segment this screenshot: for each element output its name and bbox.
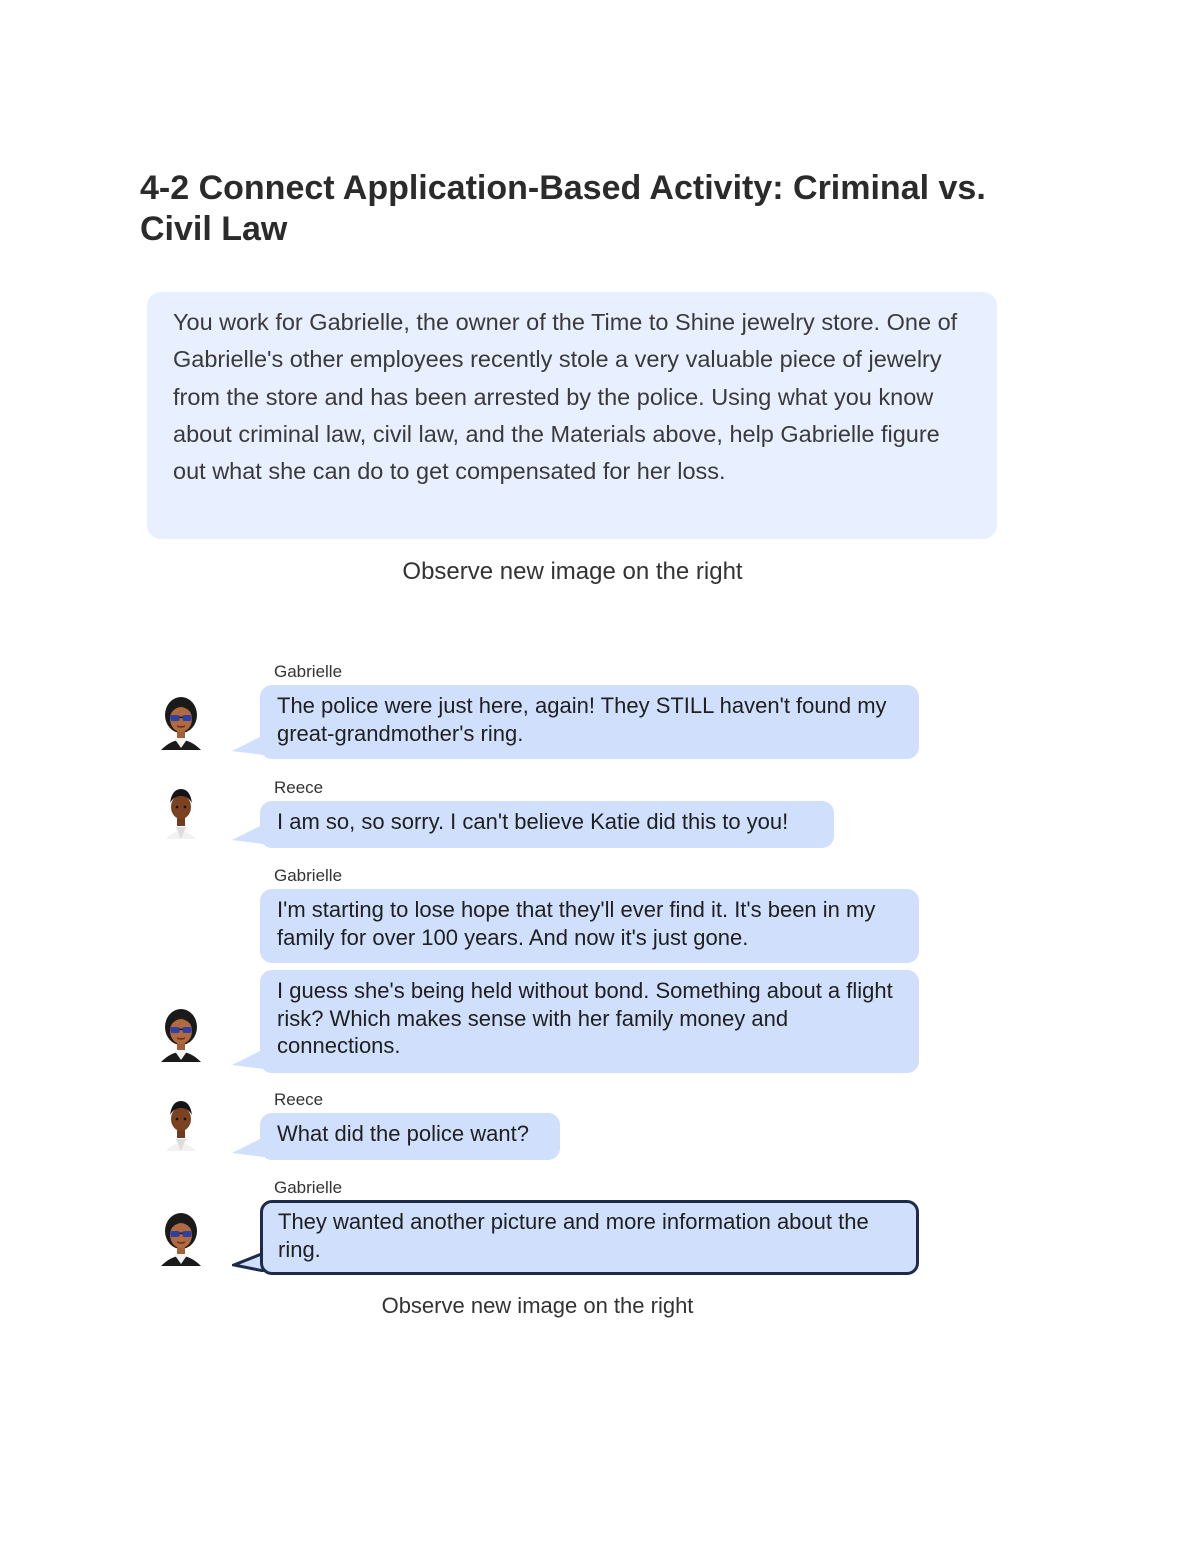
chat-message[interactable]: The police were just here, again! They STILL haven't found my great-grandmother's ring. [260, 685, 919, 759]
chat-message[interactable]: I'm starting to lose hope that they'll ever find it. It's been in my family for over 100 years. And now it's just gone. [260, 889, 919, 963]
observe-image-label: Observe new image on the right [381, 1293, 694, 1318]
chat-message[interactable]: What did the police want? [260, 1113, 560, 1160]
page-title: 4-2 Connect Application-Based Activity: Criminal vs. Civil Law [140, 169, 986, 248]
man-avatar-icon [158, 783, 204, 839]
speaker-name: Reece [274, 778, 324, 797]
intro-box [147, 292, 997, 539]
speaker-name: Gabrielle [274, 1178, 343, 1197]
chat-message[interactable]: I guess she's being held without bond. Something about a flight risk? Which makes sense with her family money and connections. [260, 970, 919, 1073]
speaker-name: Gabrielle [274, 866, 343, 885]
woman-sunglasses-avatar-icon [158, 694, 204, 750]
chat-message-active[interactable]: They wanted another picture and more information about the ring. [260, 1200, 919, 1275]
observe-image-label: Observe new image on the right [402, 558, 743, 585]
speaker-name: Reece [274, 1090, 324, 1109]
woman-sunglasses-avatar-icon [158, 1210, 204, 1266]
woman-sunglasses-avatar-icon [158, 1006, 204, 1062]
speaker-name: Gabrielle [274, 662, 343, 681]
man-avatar-icon [158, 1095, 204, 1151]
intro-text: You work for Gabrielle, the owner of the Time to Shine jewelry store. One of Gabrielle's other employees recently stole a very valuable piece of jewelry from the store and has been arrested by the police. Using what you know about criminal law, civil law, and the Materials above, help Gabrielle figure out what she can do to get compensated for her loss. [173, 309, 958, 485]
chat-message[interactable]: I am so, so sorry. I can't believe Katie did this to you! [260, 801, 834, 848]
